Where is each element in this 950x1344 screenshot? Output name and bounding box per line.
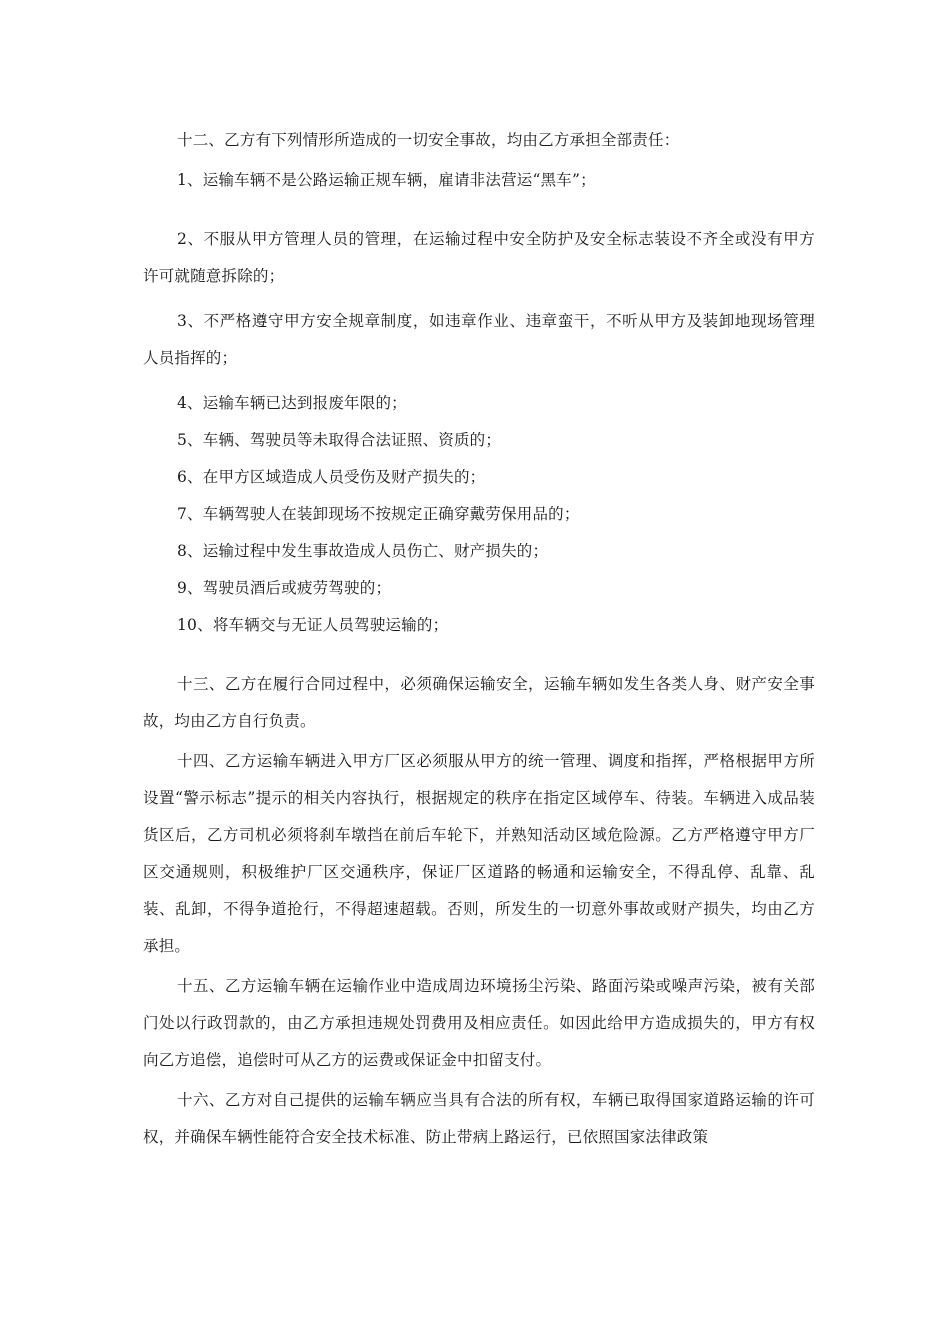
clause-15: 十五、乙方运输车辆在运输作业中造成周边环境扬尘污染、路面污染或噪声污染，被有关部门处以行政罚款的，由乙方承担违规处罚费用及相应责任。如因此给甲方造成损失的，甲方有权向乙方追偿，追偿时可从乙方的运费或保证金中扣留支付。 — [143, 977, 815, 1069]
clause-12-item-4: 4、运输车辆已达到报废年限的； — [177, 394, 407, 412]
clause-12-item-5: 5、车辆、驾驶员等未取得合法证照、资质的； — [177, 431, 502, 449]
document-body — [143, 122, 815, 1156]
clause-12-item-8: 8、运输过程中发生事故造成人员伤亡、财产损失的； — [177, 542, 549, 560]
clause-16: 十六、乙方对自己提供的运输车辆应当具有合法的所有权，车辆已取得国家道路运输的许可权，并确保车辆性能符合安全技术标准、防止带病上路运行，已依照国家法律政策 — [143, 1091, 815, 1146]
clause-14: 十四、乙方运输车辆进入甲方厂区必须服从甲方的统一管理、调度和指挥，严格根据甲方所设置“警示标志”提示的相关内容执行，根据规定的秩序在指定区域停车、待装。车辆进入成品装货区后，乙方司机必须将刹车墩挡在前后车轮下，并熟知活动区域危险源。乙方严格遵守甲方厂区交通规则，积极维护厂区交通秩序，保证厂区道路的畅通和运输安全，不得乱停、乱靠、乱装、乱卸，不得争道抢行，不得超速超载。否则，所发生的一切意外事故或财产损失，均由乙方承担。 — [143, 752, 815, 955]
clause-12-item-9: 9、驾驶员酒后或疲劳驾驶的； — [177, 579, 392, 597]
clause-12-item-10: 10、将车辆交与无证人员驾驶运输的； — [177, 616, 449, 634]
clause-13: 十三、乙方在履行合同过程中，必须确保运输安全，运输车辆如发生各类人身、财产安全事故，均由乙方自行负责。 — [143, 675, 815, 730]
clause-12-item-7: 7、车辆驾驶人在装卸现场不按规定正确穿戴劳保用品的； — [177, 505, 580, 523]
clause-12-heading: 十二、乙方有下列情形所造成的一切安全事故，均由乙方承担全部责任： — [177, 131, 680, 149]
clause-12-item-2: 2、不服从甲方管理人员的管理，在运输过程中安全防护及安全标志装设不齐全或没有甲方许可就随意拆除的； — [143, 230, 815, 285]
clause-12-item-6: 6、在甲方区域造成人员受伤及财产损失的； — [177, 468, 486, 486]
clause-12-item-1: 1、运输车辆不是公路运输正规车辆，雇请非法营运“黑车”； — [177, 171, 596, 189]
clause-12-item-3: 3、不严格遵守甲方安全规章制度，如违章作业、违章蛮干，不听从甲方及装卸地现场管理人员指挥的； — [143, 312, 815, 367]
